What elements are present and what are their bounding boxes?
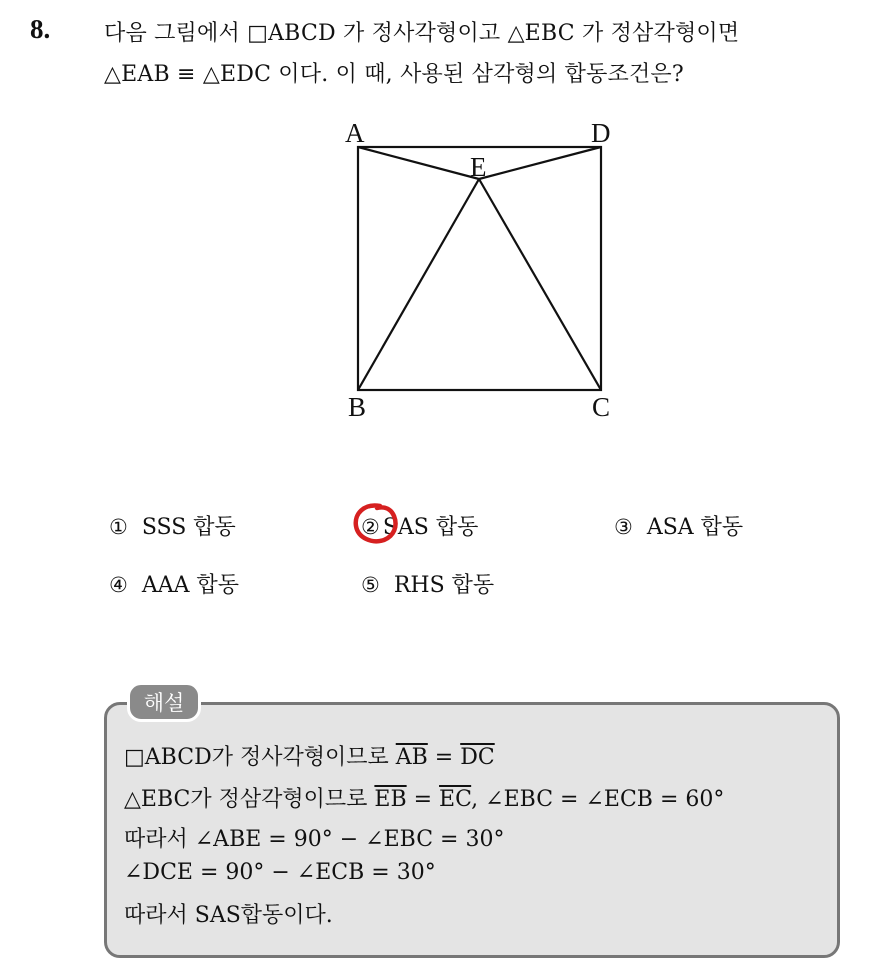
segment-eb: $\overline{EB}$ (374, 787, 407, 812)
choice-4[interactable] (109, 568, 239, 599)
choice-2-number: ② (361, 515, 380, 539)
solution-line-3: 따라서 ∠ABE = 90° − ∠EBC = 30° (124, 827, 505, 852)
choice-4-text: AAA 합동 (141, 573, 239, 598)
solution-line-5: 따라서 SAS합동이다. (124, 903, 333, 928)
choice-1-number: ① (109, 515, 128, 539)
solution-line-4: ∠DCE = 90° − ∠ECB = 30° (124, 860, 436, 885)
choice-5-number: ⑤ (361, 573, 380, 597)
choice-1-text: SSS 합동 (141, 515, 236, 540)
choice-5-text: RHS 합동 (393, 573, 495, 598)
segment-ab: $\overline{AB}$ (395, 745, 428, 770)
choice-3[interactable] (614, 510, 743, 541)
segment-dc: $\overline{DC}$ (460, 745, 495, 770)
label-c: C (592, 392, 611, 422)
question-text-line-2: △EAB ≡ △EDC 이다. 이 때, 사용된 삼각형의 합동조건은? (104, 62, 684, 87)
label-b: B (348, 392, 367, 422)
segment-ae (358, 147, 479, 179)
answer-circle-mark (350, 500, 402, 548)
segment-ec: $\overline{EC}$ (439, 787, 472, 812)
choice-3-number: ③ (614, 515, 633, 539)
label-a: A (345, 118, 365, 148)
solution-line-1: □ABCD가 정사각형이므로 $\overline{AB} = \overline{DC}$ (124, 745, 495, 770)
label-e: E (470, 152, 487, 182)
square-abcd (358, 147, 601, 390)
label-d: D (591, 118, 611, 148)
question-text-line-1: 다음 그림에서 □ABCD 가 정사각형이고 △EBC 가 정삼각형이면 (104, 21, 740, 46)
choice-1[interactable] (109, 510, 236, 541)
segment-de (479, 147, 601, 179)
segment-ce (479, 179, 601, 390)
choice-4-number: ④ (109, 573, 128, 597)
square-triangle-figure (330, 112, 630, 432)
solution-tab: 해설 (127, 682, 201, 722)
choice-5[interactable] (361, 568, 494, 599)
choice-3-text: ASA 합동 (646, 515, 744, 540)
solution-line-2: △EBC가 정삼각형이므로 $\overline{EB} = \overline{EC}$, ∠EBC = ∠ECB = 60° (124, 787, 725, 812)
choice-2-text: SAS 합동 (382, 515, 479, 540)
segment-be (358, 179, 479, 390)
question-number: 8. (30, 14, 51, 44)
